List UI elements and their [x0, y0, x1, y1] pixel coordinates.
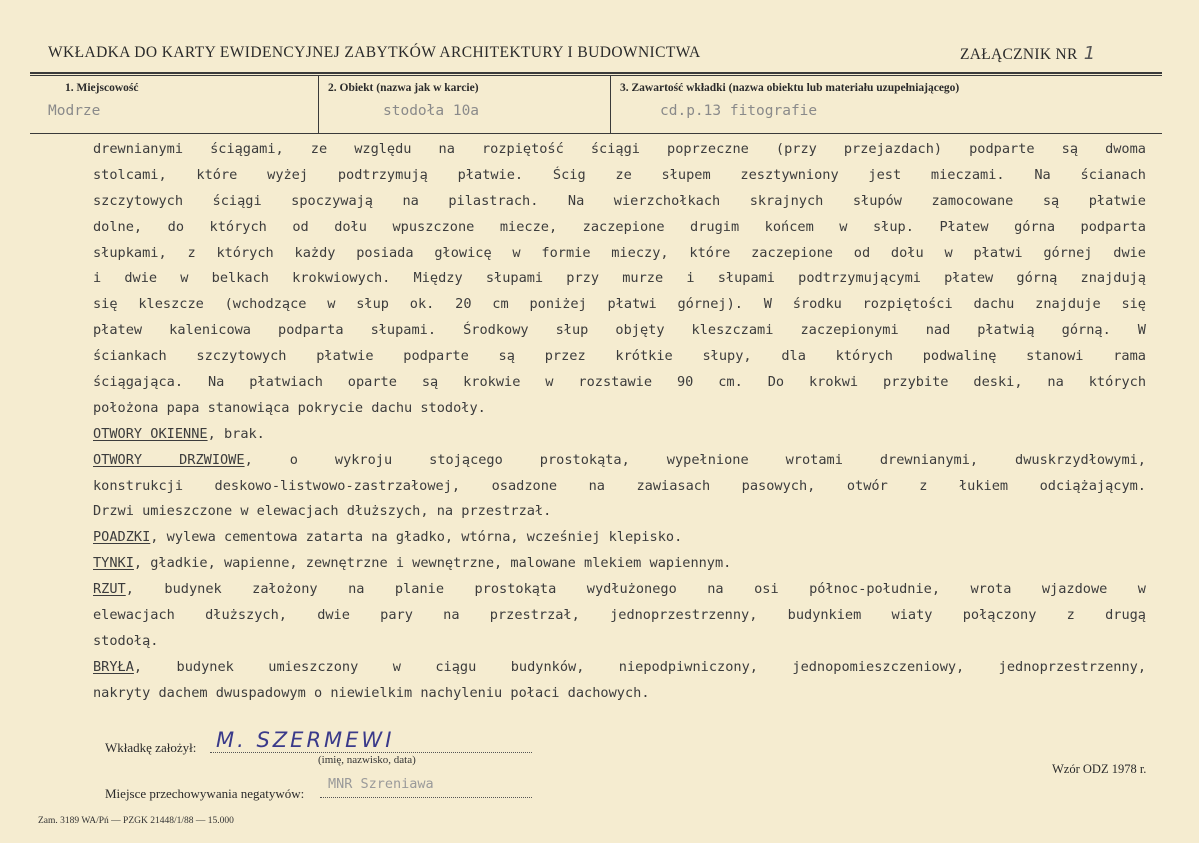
signature-value: M. SZERMEWI [216, 728, 395, 752]
fields-bottom-rule [30, 133, 1162, 134]
text-line [93, 577, 1146, 603]
text-line: dolne, do których od dołu wpuszczone miecze, zaczepione drugim końcem w słup. Płatew górna podparta [93, 218, 1146, 235]
floors-heading: POADZKI [93, 529, 151, 546]
floors-section [93, 525, 1146, 551]
text-line [93, 448, 1146, 474]
doors-text-1: , o wykroju stojącego prostokąta, wypełnione wrotami drewnianymi, dwuskrzydłowymi, [244, 451, 1146, 468]
description-body [93, 137, 1146, 707]
mass-text-1: , budynek umieszczony w ciągu budynków, niepodpiwniczony, jednopomieszczeniowy, jednoprzestrzenny, [133, 658, 1146, 675]
template-note: Wzór ODZ 1978 r. [1052, 762, 1147, 776]
construction-paragraph [93, 137, 1146, 422]
signature-hint: (imię, nazwisko, data) [318, 754, 416, 766]
text-line: nakryty dachem dwuspadowym o niewielkim nachyleniu połaci dachowych. [93, 684, 650, 701]
text-line: Drzwi umieszczone w elewacjach dłuższych, na przestrzał. [93, 503, 552, 520]
attachment-label: ZAŁĄCZNIK NR [960, 46, 1078, 63]
negatives-value: MNR Szreniawa [328, 776, 434, 792]
header-rule [30, 72, 1162, 74]
text-line: konstrukcji deskowo-listwowo-zastrzałowej, osadzone na zawiasach pasowych, otwór z łukiem odciążającym. [93, 477, 1146, 494]
text-line: ściągająca. Na płatwiach oparte są krokwie w rozstawie 90 cm. Do krokwi przybite deski, na których [93, 374, 1146, 391]
plaster-text: , gładkie, wapienne, zewnętrzne i wewnętrzne, malowane mlekiem wapiennym. [133, 555, 732, 572]
windows-heading: OTWORY OKIENNE [93, 425, 208, 442]
content-value: cd.p.13 fitografie [660, 103, 818, 119]
attachment-number [960, 43, 1095, 64]
plan-section [93, 577, 1146, 655]
field-separator-2 [610, 76, 611, 134]
mass-heading: BRYŁA [93, 658, 134, 675]
text-line: elewacjach dłuższych, dwie pary na przestrzał, jednoprzestrzenny, budynkiem wiaty połączony z drugą [93, 607, 1146, 624]
attachment-number-value: 1 [1083, 43, 1096, 64]
text-line: szczytowych ściągi spoczywają na pilastrach. Na wierzchołkach skrajnych słupów zamocowane są płatwie [93, 192, 1146, 209]
locality-label: 1. Miejscowość [65, 82, 139, 94]
text-line: płatew kalenicowa podparta słupami. Środkowy słup objęty kleszczami zaczepionymi nad płatwią górną. W [93, 322, 1146, 339]
plaster-heading: TYNKI [93, 555, 134, 572]
floors-text: , wylewa cementowa zatarta na gładko, wtórna, wcześniej klepisko. [150, 529, 683, 546]
signature-label: Wkładkę założył: [105, 740, 197, 755]
plan-text-1: , budynek założony na planie prostokąta wydłużonego na osi północ-południe, wrota wjazdowe w [125, 581, 1146, 598]
text-line: się kleszcze (wchodzące w słup ok. 20 cm poniżej płatwi górnej). W środku rozpiętości dachu znajduje się [93, 296, 1146, 313]
plan-heading: RZUT [93, 581, 126, 598]
text-line: słupkami, z których każdy posiada głowicę w formie mieczy, które zaczepione od dołu w płatwi górnej dwie [93, 244, 1146, 261]
object-label-main: 2. Obiekt [328, 82, 374, 94]
negatives-label: Miejsce przechowywania negatywów: [105, 786, 305, 801]
windows-section [93, 422, 1146, 448]
doors-heading: OTWORY DRZWIOWE [93, 451, 245, 468]
text-line: stodołą. [93, 632, 159, 649]
text-line: ściankach szczytowych płatwie podparte są przez krótkie słupy, dla których podwalinę stanowi rama [93, 348, 1146, 365]
header-rule-thin [30, 75, 1162, 76]
content-label [620, 82, 959, 94]
text-line [93, 655, 1146, 681]
negatives-line [320, 797, 532, 798]
text-line: drewnianymi ściągami, ze względu na rozpiętość ściągi poprzeczne (przy przejazdach) podparte są dwoma [93, 141, 1146, 157]
content-label-main: 3. Zawartość wkładki [620, 82, 726, 94]
text-line: stolcami, które wyżej podtrzymują płatwie. Ścig ze słupem zesztywniony jest mieczami. Na ścianach [93, 166, 1146, 183]
text-line: położona papa stanowiąca pokrycie dachu stodoły. [93, 399, 486, 416]
signature-line [210, 752, 532, 753]
object-value: stodoła 10a [383, 103, 480, 119]
form-title: WKŁADKA DO KARTY EWIDENCYJNEJ ZABYTKÓW ARCHITEKTURY I BUDOWNICTWA [48, 44, 701, 61]
object-label [328, 82, 479, 94]
plaster-section [93, 551, 1146, 577]
print-note: Zam. 3189 WA/Pń — PZGK 21448/1/88 — 15.000 [38, 816, 234, 826]
mass-section [93, 655, 1146, 707]
content-label-note: (nazwa obiektu lub materiału uzupełniającego) [728, 82, 960, 94]
text-line: i dwie w belkach krokwiowych. Między słupami przy murze i słupami podtrzymującymi płatew górną znajdują [93, 270, 1146, 287]
field-separator-1 [318, 76, 319, 134]
windows-text: , brak. [207, 425, 265, 442]
locality-value: Modrze [48, 103, 101, 119]
doors-section [93, 448, 1146, 526]
object-label-note: (nazwa jak w karcie) [376, 82, 479, 94]
